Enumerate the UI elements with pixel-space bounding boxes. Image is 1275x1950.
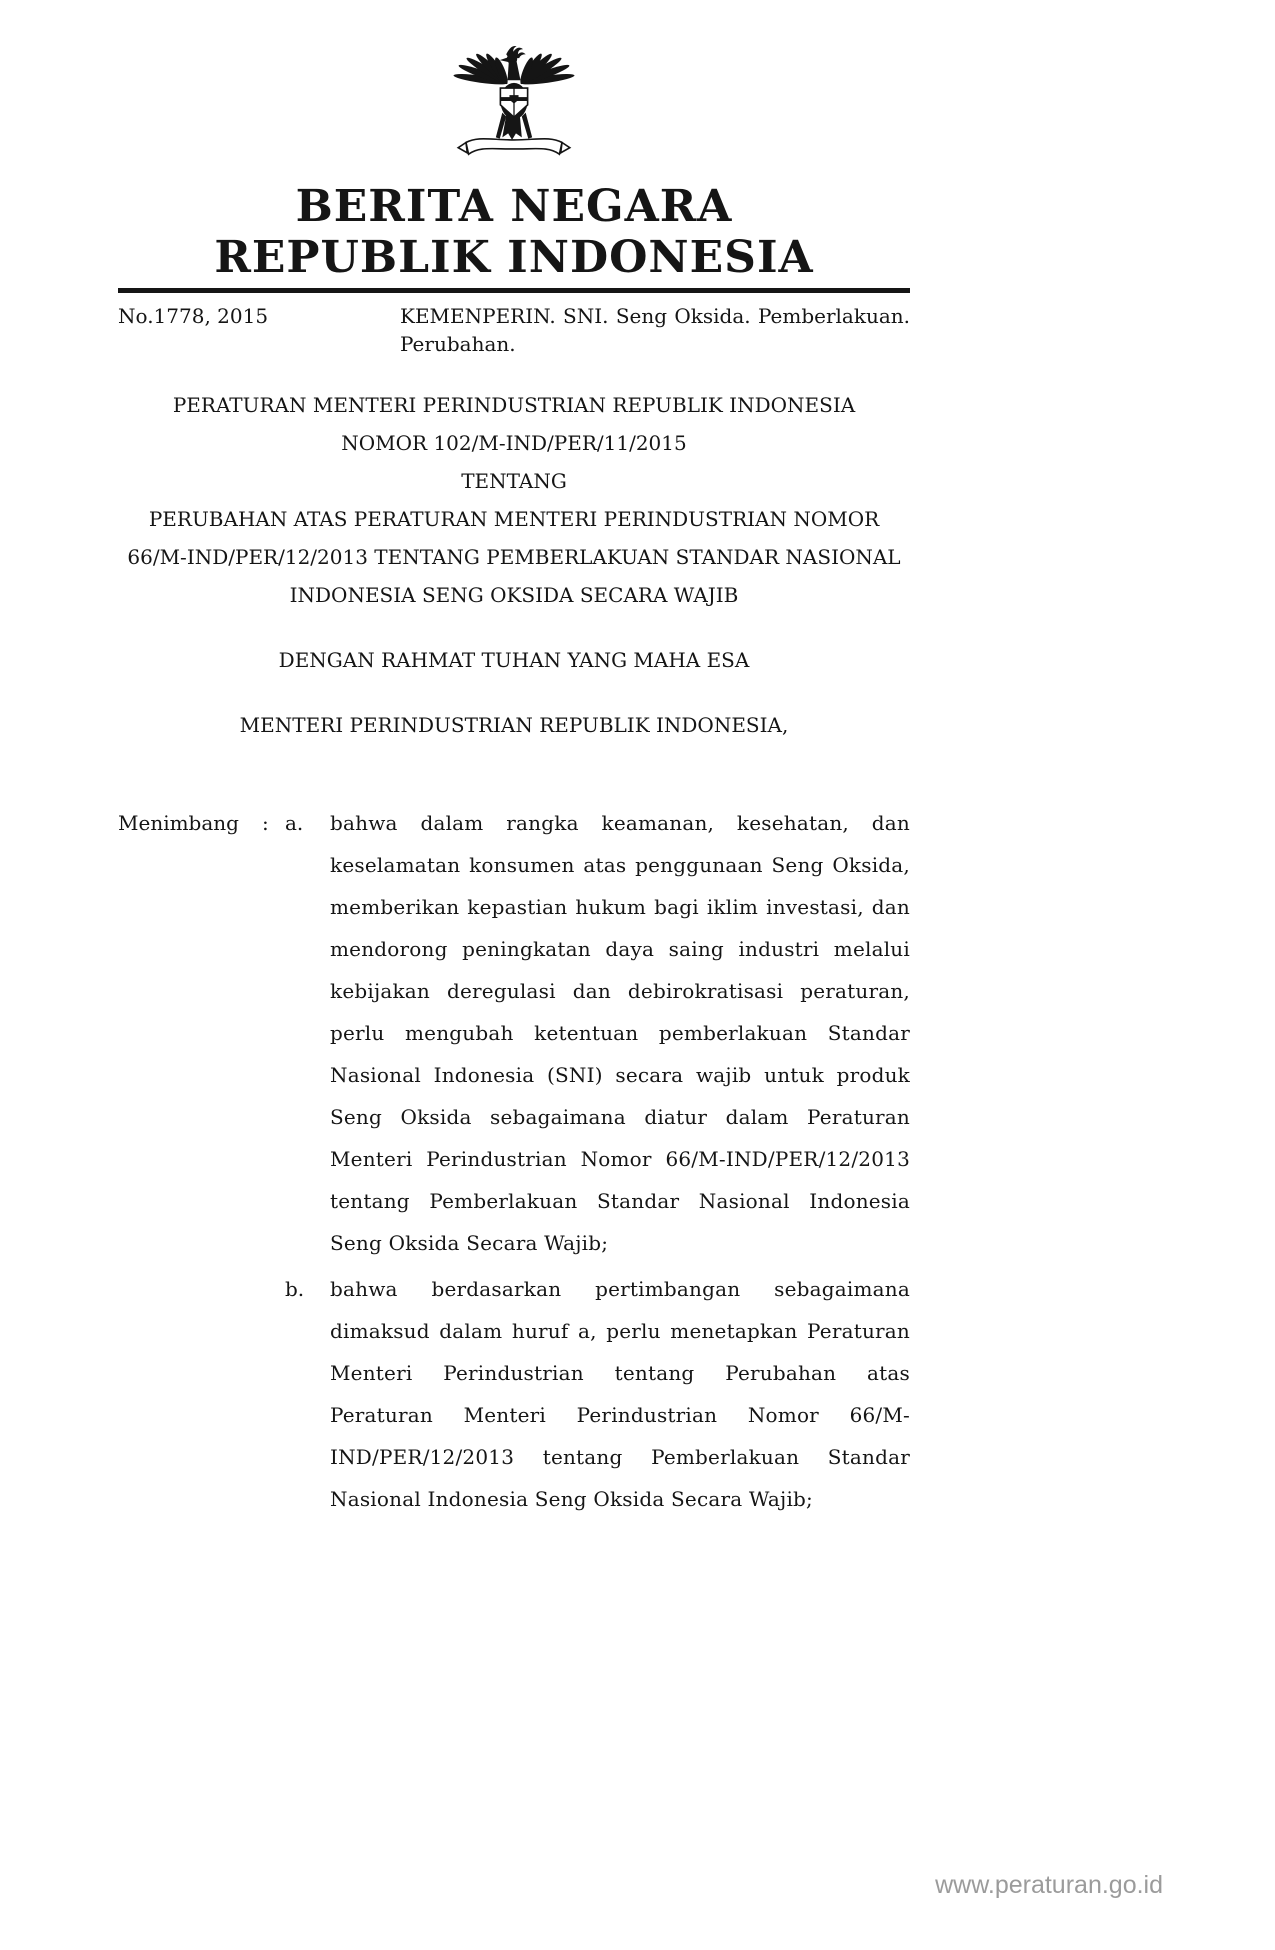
invocation: DENGAN RAHMAT TUHAN YANG MAHA ESA xyxy=(278,648,750,672)
considerations-separator: : xyxy=(262,811,269,835)
title-line-4: PERUBAHAN ATAS PERATURAN MENTERI PERINDUSTRIAN NOMOR xyxy=(148,507,880,531)
item-text-b: bahwa berdasarkan pertimbangan sebagaimana dimaksud dalam huruf a, perlu menetapkan Peraturan Menteri Perindustrian tentang Perubahan atas Peraturan Menteri Perindustrian Nomor 66/M-IND/PER/12/2013 tentang Pemberlakuan Standar Nasional Indonesia Seng Oksida Secara Wajib; xyxy=(330,1277,910,1511)
title-line-5: 66/M-IND/PER/12/2013 TENTANG PEMBERLAKUAN STANDAR NASIONAL xyxy=(127,545,901,569)
consideration-item xyxy=(118,1268,910,1520)
item-marker-b: b. xyxy=(285,1277,305,1301)
masthead-divider xyxy=(118,288,910,293)
gazette-meta xyxy=(118,302,910,358)
title-line-1: PERATURAN MENTERI PERINDUSTRIAN REPUBLIK INDONESIA xyxy=(172,393,856,417)
item-marker-a: a. xyxy=(285,811,304,835)
considerations-label: Menimbang xyxy=(118,811,239,835)
item-text-a: bahwa dalam rangka keamanan, kesehatan, dan keselamatan konsumen atas penggunaan Seng Oksida, memberikan kepastian hukum bagi iklim investasi, dan mendorong peningkatan daya saing industri melalui kebijakan deregulasi dan debirokratisasi peraturan, perlu mengubah ketentuan pemberlakuan Standar Nasional Indonesia (SNI) secara wajib untuk produk Seng Oksida sebagaimana diatur dalam Peraturan Menteri Perindustrian Nomor 66/M-IND/PER/12/2013 tentang Pemberlakuan Standar Nasional Indonesia Seng Oksida Secara Wajib; xyxy=(330,811,910,1255)
watermark-url: www.peraturan.go.id xyxy=(935,1871,1163,1899)
title-line-2: NOMOR 102/M-IND/PER/11/2015 xyxy=(341,431,687,455)
title-line-3: TENTANG xyxy=(461,469,567,493)
gazette-number: No.1778, 2015 xyxy=(118,304,269,328)
regulation-title xyxy=(118,386,910,614)
consideration-item xyxy=(118,802,910,1264)
garuda-pancasila-emblem xyxy=(449,40,579,173)
masthead xyxy=(118,181,910,283)
masthead-line-2: REPUBLIK INDONESIA xyxy=(214,232,814,283)
considerations-label-spacer xyxy=(118,1268,262,1520)
considerations-separator-spacer xyxy=(262,1268,285,1520)
issuing-authority: MENTERI PERINDUSTRIAN REPUBLIK INDONESIA, xyxy=(239,713,789,737)
gazette-subject: KEMENPERIN. SNI. Seng Oksida. Pemberlakuan. Perubahan. xyxy=(400,304,910,356)
considerations-section xyxy=(118,802,910,1520)
emblem-container xyxy=(118,40,910,173)
document-content xyxy=(118,0,910,1520)
title-line-6: INDONESIA SENG OKSIDA SECARA WAJIB xyxy=(289,583,739,607)
masthead-line-1: BERITA NEGARA xyxy=(295,181,733,232)
